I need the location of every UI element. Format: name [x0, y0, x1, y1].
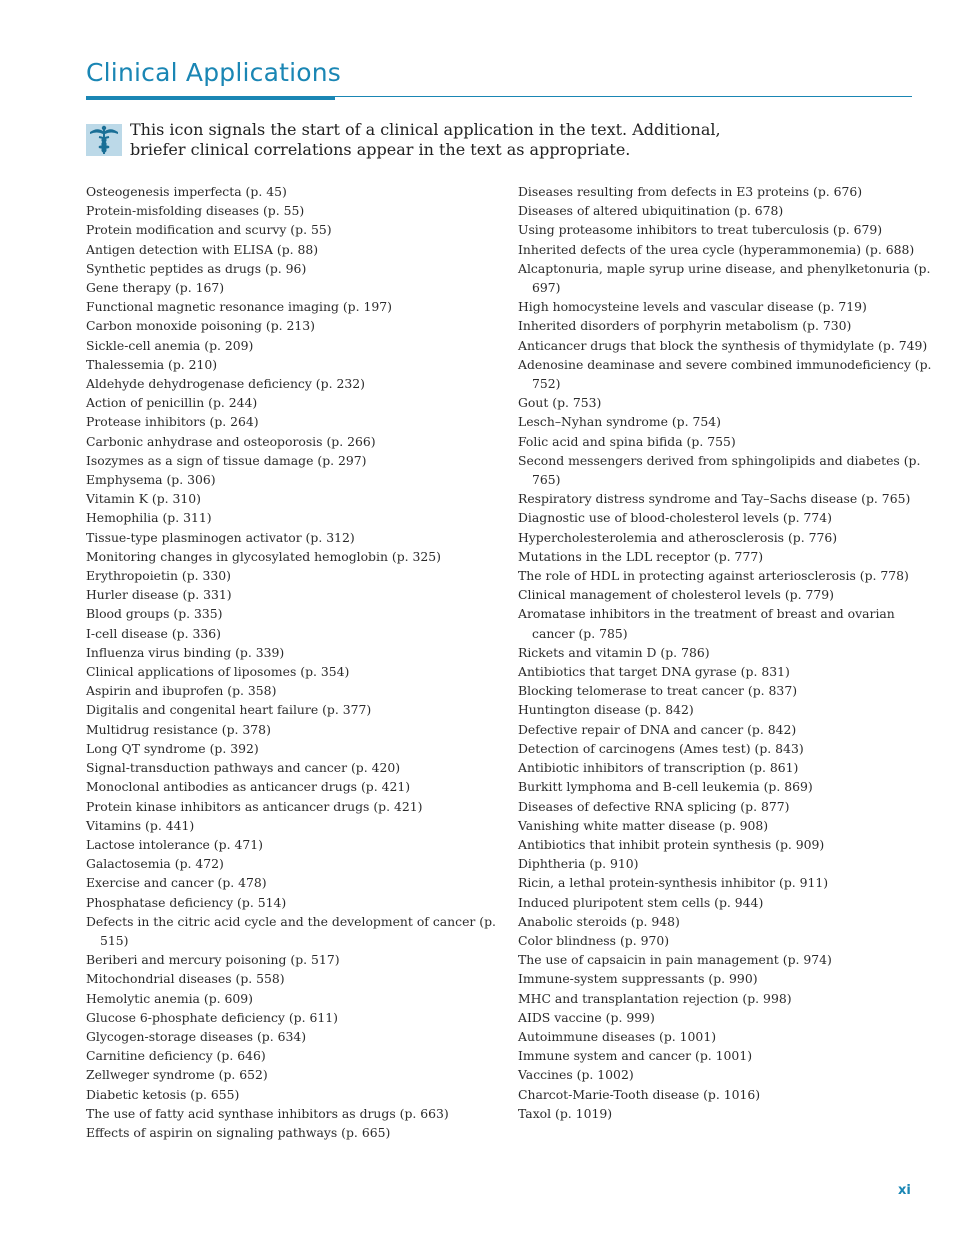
list-item: Immune-system suppressants (p. 990)	[518, 971, 758, 987]
list-item: Vitamin K (p. 310)	[86, 491, 202, 507]
list-item: Burkitt lymphoma and B-cell leukemia (p. 869)	[518, 779, 813, 795]
title-rule-accent	[86, 96, 335, 100]
list-item: Vanishing white matter disease (p. 908)	[518, 817, 769, 833]
list-item: Multidrug resistance (p. 378)	[86, 721, 271, 737]
list-item: Exercise and cancer (p. 478)	[86, 875, 267, 891]
list-item: Aspirin and ibuprofen (p. 358)	[86, 683, 277, 699]
list-item: Glucose 6-phosphate deficiency (p. 611)	[86, 1009, 338, 1025]
list-item: Erythropoietin (p. 330)	[86, 568, 231, 584]
list-item: Digitalis and congenital heart failure (p. 377)	[86, 702, 372, 718]
caduceus-icon	[86, 124, 122, 156]
list-item: High homocysteine levels and vascular disease (p. 719)	[518, 299, 867, 315]
list-item: Emphysema (p. 306)	[86, 472, 216, 488]
list-item: Diseases of defective RNA splicing (p. 877)	[518, 798, 790, 814]
list-item: Autoimmune diseases (p. 1001)	[518, 1028, 717, 1044]
list-item: Immune system and cancer (p. 1001)	[518, 1048, 753, 1064]
list-item: Signal-transduction pathways and cancer (p. 420)	[86, 760, 401, 776]
list-item: Alcaptonuria, maple syrup urine disease, and phenylketonuria (p. 697)	[518, 260, 931, 296]
list-item: Inherited disorders of porphyrin metabolism (p. 730)	[518, 318, 852, 334]
list-item: Blood groups (p. 335)	[86, 606, 223, 622]
list-item: Protein-misfolding diseases (p. 55)	[86, 203, 305, 219]
list-item: Osteogenesis imperfecta (p. 45)	[86, 184, 287, 199]
list-item: Diphtheria (p. 910)	[518, 856, 639, 872]
list-item: Vitamins (p. 441)	[86, 817, 195, 833]
list-item: Carbonic anhydrase and osteoporosis (p. 266)	[86, 433, 376, 449]
list-item: Mitochondrial diseases (p. 558)	[86, 971, 285, 987]
list-item: Synthetic peptides as drugs (p. 96)	[86, 260, 307, 276]
list-item: AIDS vaccine (p. 999)	[518, 1009, 655, 1025]
caduceus-icon-graphic	[86, 124, 122, 156]
list-item: Clinical management of cholesterol levels (p. 779)	[518, 587, 834, 603]
list-item: Glycogen-storage diseases (p. 634)	[86, 1028, 307, 1044]
list-item: Detection of carcinogens (Ames test) (p. 843)	[518, 740, 804, 756]
list-item: The use of fatty acid synthase inhibitors as drugs (p. 663)	[86, 1105, 449, 1121]
right-column	[518, 182, 938, 1123]
list-item: Monitoring changes in glycosylated hemoglobin (p. 325)	[86, 548, 441, 564]
list-item: Inherited defects of the urea cycle (hyperammonemia) (p. 688)	[518, 241, 915, 257]
intro-text: This icon signals the start of a clinical application in the text. Additional, briefer clinical correlations appear in the text as appropriate.	[130, 120, 721, 159]
list-item: The role of HDL in protecting against arteriosclerosis (p. 778)	[518, 568, 909, 584]
list-item: Protease inhibitors (p. 264)	[86, 414, 259, 430]
list-item: Defective repair of DNA and cancer (p. 842)	[518, 721, 797, 737]
list-item: Zellweger syndrome (p. 652)	[86, 1067, 268, 1083]
list-item: Protein modification and scurvy (p. 55)	[86, 222, 332, 238]
list-item: Ricin, a lethal protein-synthesis inhibitor (p. 911)	[518, 875, 829, 891]
list-item: Long QT syndrome (p. 392)	[86, 740, 259, 756]
list-item: Blocking telomerase to treat cancer (p. 837)	[518, 683, 798, 699]
list-item: Hypercholesterolemia and atherosclerosis (p. 776)	[518, 529, 838, 545]
list-item: Carbon monoxide poisoning (p. 213)	[86, 318, 315, 334]
list-item: Functional magnetic resonance imaging (p. 197)	[86, 299, 392, 315]
list-item: I-cell disease (p. 336)	[86, 625, 221, 641]
list-item: Charcot-Marie-Tooth disease (p. 1016)	[518, 1086, 761, 1102]
list-item: Defects in the citric acid cycle and the development of cancer (p. 515)	[86, 913, 496, 948]
list-item: Hemophilia (p. 311)	[86, 510, 212, 526]
page-number: xi	[898, 1183, 911, 1198]
list-item: Antigen detection with ELISA (p. 88)	[86, 241, 319, 257]
list-item: Antibiotic inhibitors of transcription (p. 861)	[518, 760, 799, 776]
list-item: Taxol (p. 1019)	[518, 1105, 613, 1121]
list-item: Galactosemia (p. 472)	[86, 856, 224, 872]
list-item: Diabetic ketosis (p. 655)	[86, 1086, 240, 1102]
list-item: Influenza virus binding (p. 339)	[86, 644, 285, 660]
list-item: Tissue-type plasminogen activator (p. 312)	[86, 529, 355, 545]
list-item: Phosphatase deficiency (p. 514)	[86, 894, 287, 910]
list-item: Anticancer drugs that block the synthesis of thymidylate (p. 749)	[518, 337, 928, 353]
list-item: Gout (p. 753)	[518, 395, 602, 411]
list-item: Gene therapy (p. 167)	[86, 280, 225, 296]
list-item: Thalessemia (p. 210)	[86, 356, 218, 372]
list-item: Using proteasome inhibitors to treat tuberculosis (p. 679)	[518, 222, 883, 238]
list-item: Sickle-cell anemia (p. 209)	[86, 337, 254, 353]
list-item: Diagnostic use of blood-cholesterol levels (p. 774)	[518, 510, 833, 526]
list-item: MHC and transplantation rejection (p. 998)	[518, 990, 792, 1006]
page-title: Clinical Applications	[86, 58, 342, 87]
list-item: Lesch–Nyhan syndrome (p. 754)	[518, 414, 721, 430]
list-item: Vaccines (p. 1002)	[518, 1067, 634, 1083]
list-item: Beriberi and mercury poisoning (p. 517)	[86, 952, 340, 968]
list-item: The use of capsaicin in pain management (p. 974)	[518, 952, 832, 968]
list-item: Antibiotics that target DNA gyrase (p. 831)	[518, 664, 790, 680]
list-item: Aldehyde dehydrogenase deficiency (p. 232)	[86, 376, 365, 392]
list-item: Carnitine deficiency (p. 646)	[86, 1048, 266, 1064]
left-column	[86, 182, 506, 1142]
list-item: Huntington disease (p. 842)	[518, 702, 694, 718]
list-item: Antibiotics that inhibit protein synthesis (p. 909)	[518, 836, 825, 852]
list-item: Isozymes as a sign of tissue damage (p. 297)	[86, 452, 367, 468]
list-item: Monoclonal antibodies as anticancer drugs (p. 421)	[86, 779, 411, 795]
list-item: Mutations in the LDL receptor (p. 777)	[518, 548, 764, 564]
list-item: Hemolytic anemia (p. 609)	[86, 990, 253, 1006]
list-item: Diseases resulting from defects in E3 proteins (p. 676)	[518, 184, 863, 199]
list-item: Induced pluripotent stem cells (p. 944)	[518, 894, 764, 910]
list-item: Lactose intolerance (p. 471)	[86, 836, 263, 852]
list-item: Adenosine deaminase and severe combined immunodeficiency (p. 752)	[518, 356, 932, 392]
list-item: Protein kinase inhibitors as anticancer drugs (p. 421)	[86, 798, 423, 814]
list-item: Folic acid and spina bifida (p. 755)	[518, 433, 736, 449]
list-item: Action of penicillin (p. 244)	[86, 395, 258, 411]
list-item: Anabolic steroids (p. 948)	[518, 913, 680, 929]
list-item: Rickets and vitamin D (p. 786)	[518, 644, 710, 660]
list-item: Diseases of altered ubiquitination (p. 678)	[518, 203, 784, 219]
list-item: Color blindness (p. 970)	[518, 932, 670, 948]
list-item: Aromatase inhibitors in the treatment of breast and ovarian cancer (p. 785)	[518, 606, 895, 641]
list-item: Effects of aspirin on signaling pathways (p. 665)	[86, 1124, 391, 1140]
list-item: Second messengers derived from sphingolipids and diabetes (p. 765)	[518, 452, 921, 488]
list-item: Respiratory distress syndrome and Tay–Sachs disease (p. 765)	[518, 491, 911, 507]
list-item: Clinical applications of liposomes (p. 354)	[86, 664, 350, 680]
list-item: Hurler disease (p. 331)	[86, 587, 232, 603]
